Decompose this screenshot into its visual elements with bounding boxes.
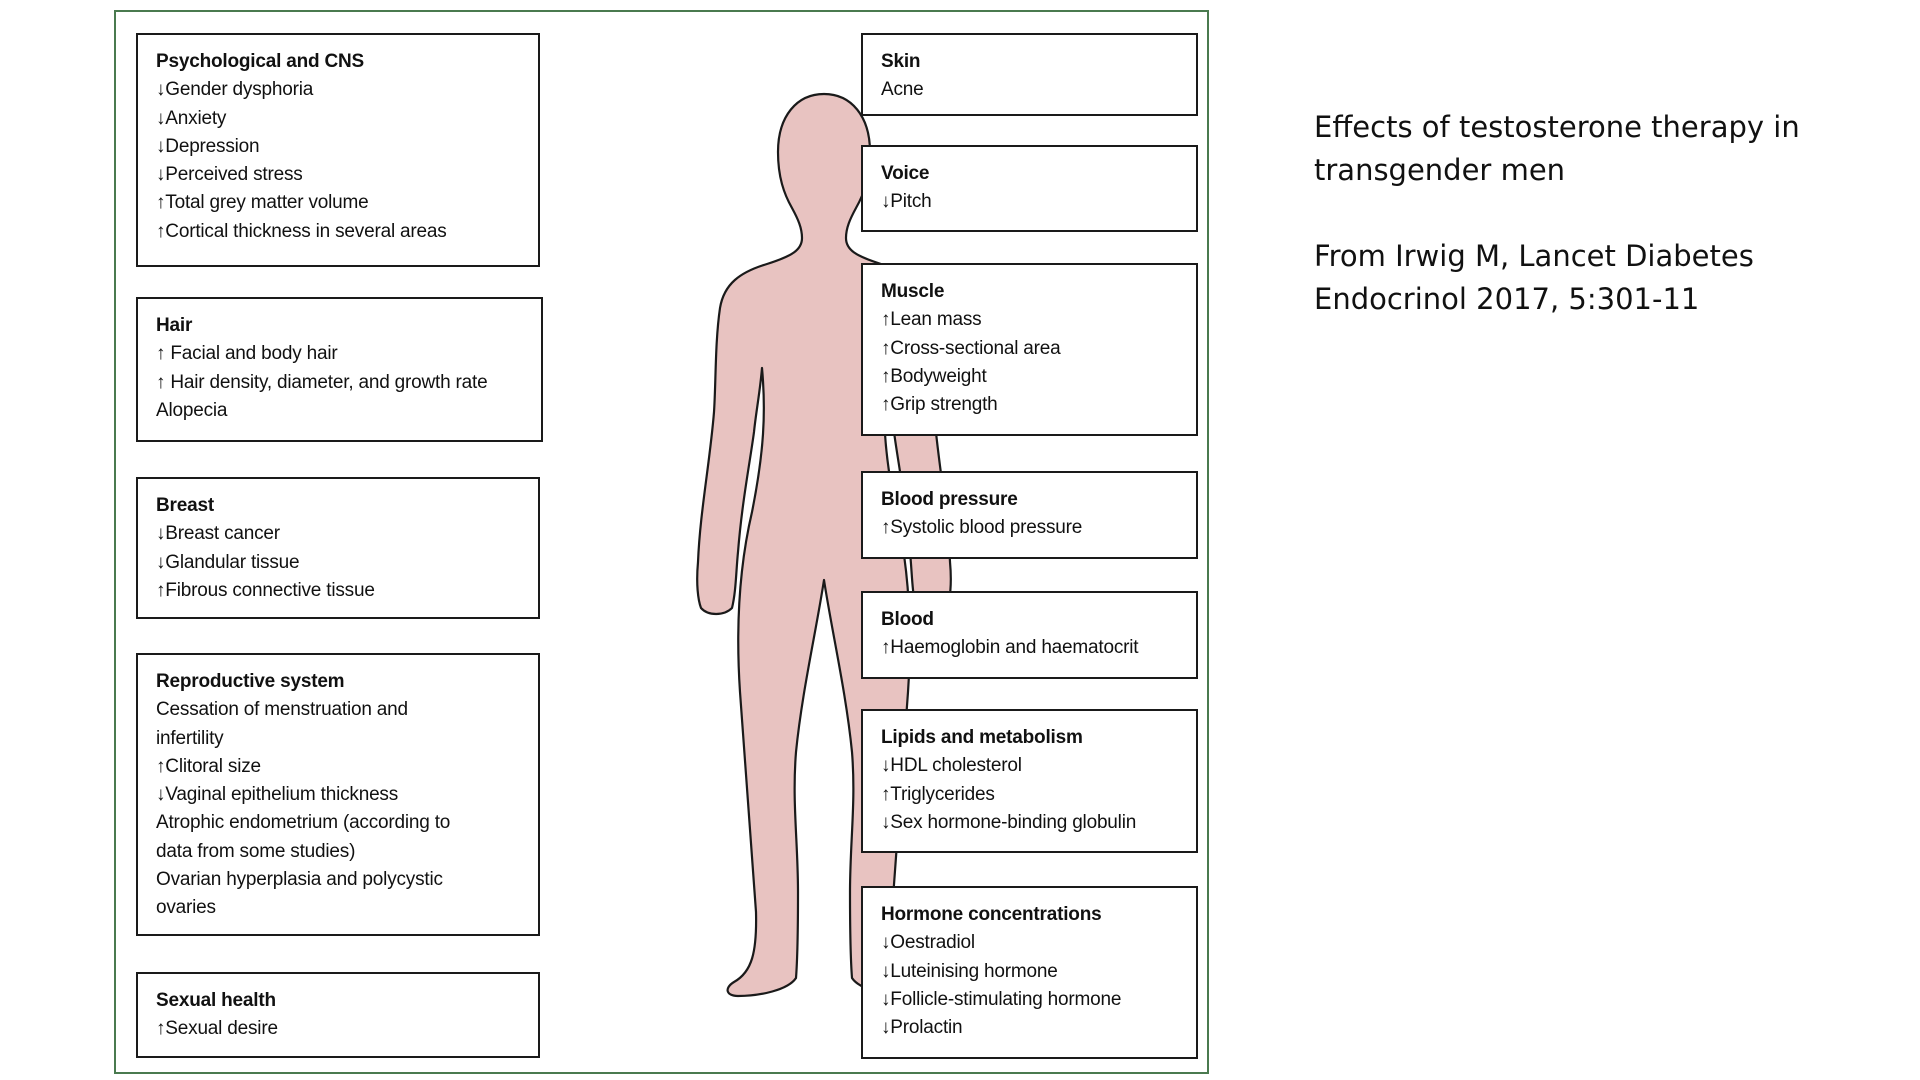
panel-blood	[861, 591, 1198, 679]
slide-caption	[1314, 106, 1874, 321]
effect-line: ↑Sexual desire	[156, 1018, 278, 1040]
caption-title: Effects of testosterone therapy in transgender men	[1314, 110, 1800, 187]
figure-frame	[114, 10, 1209, 1074]
panel-psychological-cns	[136, 33, 540, 267]
effect-line: ↑Grip strength	[881, 394, 998, 416]
panel-breast	[136, 477, 540, 619]
effect-line: ↑Fibrous connective tissue	[156, 579, 375, 601]
panel-muscle	[861, 263, 1198, 436]
effect-line: Acne	[881, 79, 924, 101]
panel-title: Hormone concentrations	[881, 904, 1102, 925]
panel-title: Breast	[156, 495, 214, 516]
panel-lipids-metabolism	[861, 709, 1198, 853]
effect-line: ↓Sex hormone-binding globulin	[881, 811, 1137, 833]
panel-voice	[861, 145, 1198, 232]
panel-hair	[136, 297, 543, 442]
panel-title: Sexual health	[156, 990, 276, 1011]
effect-line: ↑ Hair density, diameter, and growth rate	[156, 371, 488, 393]
effect-line: ↑Haemoglobin and haematocrit	[881, 637, 1139, 659]
effect-line: ↑ Facial and body hair	[156, 343, 338, 365]
panel-title: Blood	[881, 609, 934, 630]
panel-reproductive-system	[136, 653, 540, 936]
effect-line: Ovarian hyperplasia and polycystic ovaries	[156, 869, 443, 919]
panel-title: Muscle	[881, 281, 945, 302]
effect-line: ↓Perceived stress	[156, 164, 303, 186]
panel-hormone-concentrations	[861, 886, 1198, 1059]
effect-line: Atrophic endometrium (according to data from some studies)	[156, 812, 451, 862]
caption-source: From Irwig M, Lancet Diabetes Endocrinol 2017, 5:301-11	[1314, 239, 1754, 316]
effect-line: ↓Gender dysphoria	[156, 79, 314, 101]
effect-line: ↑Systolic blood pressure	[881, 517, 1083, 539]
panel-title: Lipids and metabolism	[881, 727, 1083, 748]
effect-line: ↑Total grey matter volume	[156, 192, 369, 214]
panel-title: Reproductive system	[156, 671, 345, 692]
effect-line: ↑Triglycerides	[881, 783, 995, 805]
panel-sexual-health	[136, 972, 540, 1058]
panel-title: Skin	[881, 51, 921, 72]
effect-line: ↓Depression	[156, 135, 260, 157]
panel-title: Psychological and CNS	[156, 51, 365, 72]
effect-line: ↓Pitch	[881, 191, 932, 213]
effect-line: ↑Lean mass	[881, 309, 982, 331]
effect-line: ↓HDL cholesterol	[881, 755, 1022, 777]
effect-line: ↓Luteinising hormone	[881, 960, 1058, 982]
effect-line: Alopecia	[156, 399, 228, 421]
effect-line: ↓Anxiety	[156, 107, 227, 129]
effect-line: ↓Glandular tissue	[156, 551, 300, 573]
panel-title: Voice	[881, 163, 930, 184]
effect-line: ↑Clitoral size	[156, 755, 261, 777]
effect-line: ↓Oestradiol	[881, 932, 975, 954]
effect-line: ↑Cortical thickness in several areas	[156, 220, 447, 242]
effect-line: Cessation of menstruation and infertility	[156, 699, 408, 749]
effect-line: ↓Vaginal epithelium thickness	[156, 784, 399, 806]
panel-blood-pressure	[861, 471, 1198, 559]
effect-line: ↓Follicle-stimulating hormone	[881, 988, 1122, 1010]
effect-line: ↑Bodyweight	[881, 365, 987, 387]
effect-line: ↑Cross-sectional area	[881, 337, 1061, 359]
effect-line: ↓Breast cancer	[156, 523, 280, 545]
panel-title: Blood pressure	[881, 489, 1018, 510]
panel-skin	[861, 33, 1198, 116]
effect-line: ↓Prolactin	[881, 1017, 963, 1039]
panel-title: Hair	[156, 315, 193, 336]
